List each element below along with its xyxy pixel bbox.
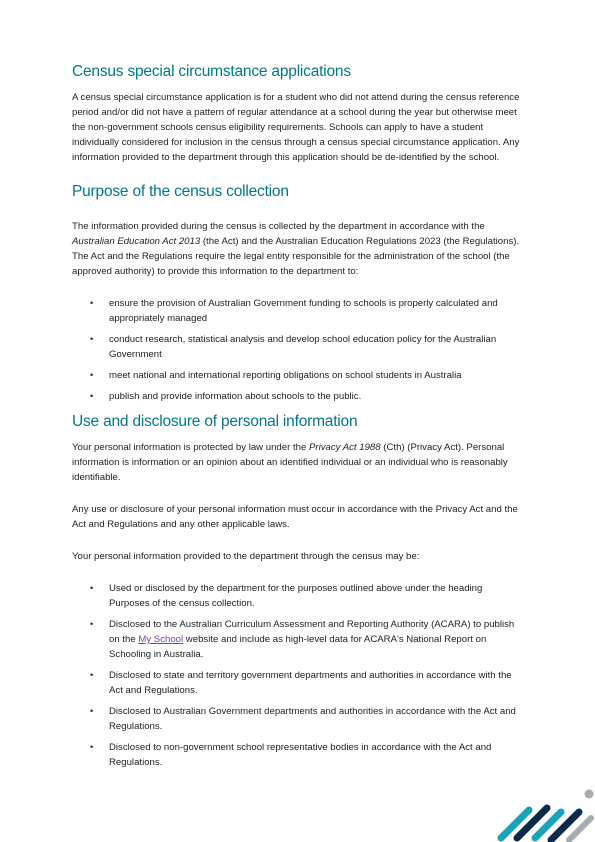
list-item-text: conduct research, statistical analysis and develop school education policy for the Australian Government xyxy=(109,334,497,360)
list-item xyxy=(72,389,524,404)
list-item xyxy=(72,740,524,770)
heading-use-and-disclosure: Use and disclosure of personal information xyxy=(72,413,358,430)
paragraph-may-be: Your personal information provided to the department through the census may be: xyxy=(72,551,420,562)
paragraph-privacy-law xyxy=(72,440,524,485)
list-item-text: ensure the provision of Australian Government funding to schools is properly calculated and appropriately managed xyxy=(109,298,498,324)
document-page xyxy=(72,62,524,770)
act-title-italic: Australian Education Act 2013 xyxy=(72,236,201,247)
list-item-text: meet national and international reporting obligations on school students in Australia xyxy=(109,370,462,381)
heading-purpose-of-census: Purpose of the census collection xyxy=(72,183,289,200)
text-span: The information provided during the census is collected by the department in accordance with the xyxy=(72,221,485,232)
bullet-icon: • xyxy=(90,706,94,716)
bullet-icon: • xyxy=(90,391,94,401)
list-item xyxy=(72,668,524,698)
list-item-text: Disclosed to non-government school representative bodies in accordance with the Act and Regulations. xyxy=(109,742,492,768)
my-school-link[interactable]: My School xyxy=(138,634,184,645)
list-item xyxy=(72,332,524,362)
list-item xyxy=(72,296,524,326)
decorative-stripes-icon xyxy=(501,790,594,841)
text-span: (Cth) (Privacy Act). Personal information is information or an opinion about an identified individual or an individual who is reasonably identifiable. xyxy=(72,442,508,483)
list-item-text: Used or disclosed by the department for the purposes outlined above under the heading Purposes of the census collection. xyxy=(109,583,483,609)
disclosure-bullet-list xyxy=(72,581,524,770)
list-item-text: website and include as high-level data for ACARA's National Report on Schooling in Australia. xyxy=(109,634,487,660)
list-item-text: Disclosed to Australian Government departments and authorities in accordance with the Act and Regulations. xyxy=(109,706,516,732)
bullet-icon: • xyxy=(90,370,94,380)
list-item xyxy=(72,704,524,734)
paragraph-special-circumstance: A census special circumstance application is for a student who did not attend during the census reference period and/or did not have a pattern of regular attendance at a school during the year but otherwise meet the non-government schools census eligibility requirements. Schools can apply to have a student individually considered for inclusion in the census through a census special circumstance application. Any information provided to the department through this application should be de-identified by the school. xyxy=(72,92,520,163)
text-span: Your personal information is protected by law under the xyxy=(72,442,309,453)
bullet-icon: • xyxy=(90,742,94,752)
list-item-text: Disclosed to state and territory government departments and authorities in accordance with the Act and Regulations. xyxy=(109,670,512,696)
paragraph-use-disclosure: Any use or disclosure of your personal information must occur in accordance with the Privacy Act and the Act and Regulations and any other applicable laws. xyxy=(72,504,518,530)
bullet-icon: • xyxy=(90,334,94,344)
text-span: (the Act) and the Australian Education Regulations 2023 (the Regulations). The Act and the Regulations require the legal entity responsible for the administration of the school (the approved authority) to provide this information to the department to: xyxy=(72,236,520,277)
bullet-icon: • xyxy=(90,583,94,593)
bullet-icon: • xyxy=(90,670,94,680)
list-item xyxy=(72,581,524,611)
list-item xyxy=(72,368,524,383)
list-item xyxy=(72,617,524,662)
bullet-icon: • xyxy=(90,298,94,308)
list-item-text: Disclosed to the Australian Curriculum Assessment and Reporting Authority (ACARA) to publish on the xyxy=(109,619,515,645)
privacy-act-italic: Privacy Act 1988 xyxy=(308,442,381,453)
bullet-icon: • xyxy=(90,619,94,629)
heading-census-special-circumstance: Census special circumstance applications xyxy=(72,63,351,80)
corner-stripes-decoration xyxy=(495,782,595,842)
list-item-text: publish and provide information about schools to the public. xyxy=(109,391,362,402)
purpose-bullet-list xyxy=(72,296,524,404)
paragraph-purpose-intro xyxy=(72,219,524,279)
